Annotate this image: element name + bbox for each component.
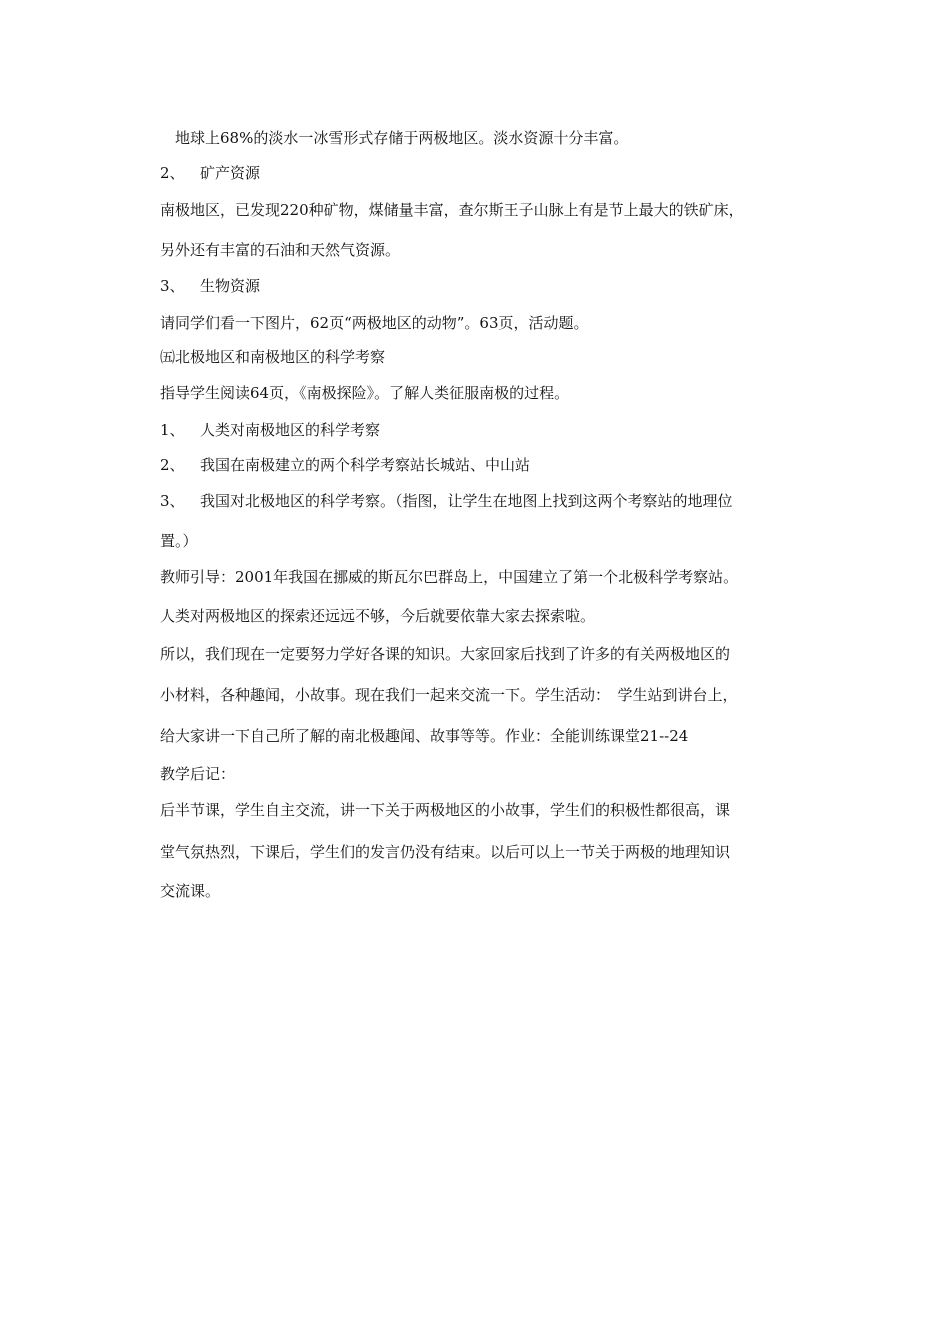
list-number: 2、 bbox=[160, 164, 185, 182]
line-text: 所以，我们现在一定要努力学好各课的知识。大家回家后找到了许多的有关两极地区的 bbox=[160, 645, 731, 663]
line-text: 地球上68%的淡水一冰雪形式存储于两极地区。淡水资源十分丰富。 bbox=[160, 129, 629, 147]
line-text: 后半节课，学生自主交流，讲一下关于两极地区的小故事，学生们的积极性都很高，课 bbox=[160, 801, 731, 819]
list-number: 3、 bbox=[160, 492, 185, 510]
text-line-5 bbox=[160, 276, 820, 296]
line-text: 给大家讲一下自己所了解的南北极趣闻、故事等等。作业：全能训练课堂21--24 bbox=[160, 727, 689, 745]
text-line-16 bbox=[160, 685, 820, 705]
line-text: 请同学们看一下图片，62页“两极地区的动物”。63页，活动题。 bbox=[160, 314, 589, 332]
list-number: 1、 bbox=[160, 421, 185, 439]
text-line-10 bbox=[160, 455, 820, 475]
line-text: 置。） bbox=[160, 532, 198, 550]
text-line-4 bbox=[160, 240, 820, 260]
line-text: 教师引导：2001年我国在挪威的斯瓦尔巴群岛上，中国建立了第一个北极科学考察站。 bbox=[160, 568, 739, 586]
text-line-15 bbox=[160, 644, 820, 664]
text-line-7 bbox=[160, 347, 820, 367]
text-line-20 bbox=[160, 842, 820, 862]
text-line-11 bbox=[160, 491, 820, 511]
text-line-8 bbox=[160, 383, 820, 403]
line-text: 生物资源 bbox=[200, 277, 261, 295]
text-line-3 bbox=[160, 200, 820, 220]
text-line-18 bbox=[160, 764, 820, 784]
text-line-6 bbox=[160, 313, 820, 333]
list-number: 2、 bbox=[160, 456, 185, 474]
text-line-14 bbox=[160, 606, 820, 626]
list-number: 3、 bbox=[160, 277, 185, 295]
text-line-13 bbox=[160, 567, 820, 587]
text-line-1 bbox=[160, 128, 820, 148]
line-text: 教学后记： bbox=[160, 765, 236, 783]
line-text: 我国对北极地区的科学考察。（指图，让学生在地图上找到这两个考察站的地理位 bbox=[200, 492, 733, 510]
line-text: ㈤北极地区和南极地区的科学考察 bbox=[160, 348, 386, 366]
line-text: 另外还有丰富的石油和天然气资源。 bbox=[160, 241, 401, 259]
line-text: 我国在南极建立的两个科学考察站长城站、中山站 bbox=[200, 456, 531, 474]
text-line-9 bbox=[160, 420, 820, 440]
line-text: 小材料，各种趣闻，小故事。现在我们一起来交流一下。学生活动： 学生站到讲台上， bbox=[160, 686, 738, 704]
text-line-2 bbox=[160, 163, 820, 183]
line-text: 南极地区，已发现220种矿物，煤储量丰富，查尔斯王子山脉上有是节上最大的铁矿床， bbox=[160, 201, 744, 219]
text-line-19 bbox=[160, 800, 820, 820]
line-text: 交流课。 bbox=[160, 882, 221, 900]
text-line-17 bbox=[160, 726, 820, 746]
line-text: 人类对南极地区的科学考察 bbox=[200, 421, 381, 439]
line-text: 矿产资源 bbox=[200, 164, 261, 182]
line-text: 指导学生阅读64页，《南极探险》。了解人类征服南极的过程。 bbox=[160, 384, 570, 402]
text-line-21 bbox=[160, 881, 820, 901]
line-text: 堂气氛热烈，下课后，学生们的发言仍没有结束。以后可以上一节关于两极的地理知识 bbox=[160, 843, 731, 861]
text-line-12 bbox=[160, 531, 820, 551]
line-text: 人类对两极地区的探索还远远不够，今后就要依靠大家去探索啦。 bbox=[160, 607, 596, 625]
